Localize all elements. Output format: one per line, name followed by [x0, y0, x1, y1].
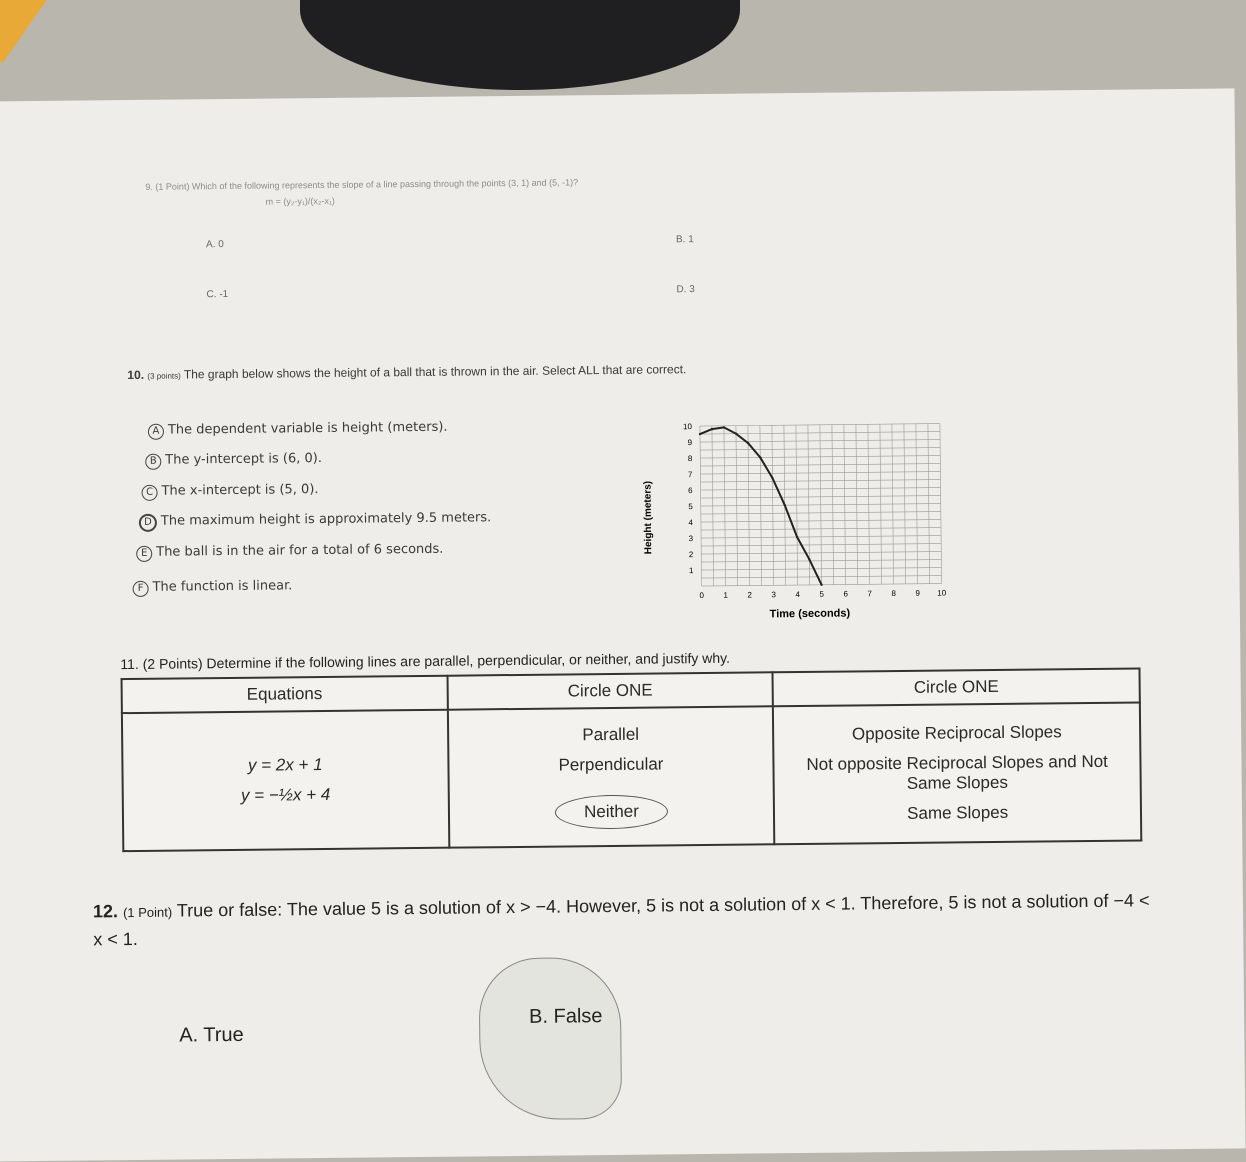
y-tick-label: 3	[688, 534, 694, 544]
header-circle-one-2: Circle ONE	[773, 668, 1140, 706]
q12-prompt	[93, 887, 1154, 953]
q10-choice-b[interactable]	[145, 451, 322, 470]
hand-overlay	[478, 957, 622, 1120]
q11-table	[121, 667, 1143, 852]
q9-option-b[interactable]: B. 1	[675, 234, 694, 246]
option-parallel[interactable]: Parallel	[582, 724, 640, 745]
equation-2: y = −½x + 4	[240, 784, 331, 805]
x-tick-label: 10	[937, 588, 947, 598]
y-axis-label: Height (meters)	[642, 480, 655, 555]
x-tick-label: 3	[771, 590, 776, 600]
choice-d-text: The maximum height is approximately 9.5 meters.	[160, 510, 492, 529]
q12-option-false[interactable]: B. False	[528, 1005, 603, 1028]
y-tick-label: 4	[688, 518, 693, 528]
option-opposite-reciprocal[interactable]: Opposite Reciprocal Slopes	[851, 722, 1062, 744]
q9-option-c[interactable]: C. -1	[206, 288, 229, 301]
desk-shadow	[300, 0, 740, 90]
q12-points: (1 Point)	[122, 904, 173, 921]
q9-text: 9. (1 Point) Which of the following represents the slope of a line passing through the points (3, 1) and (5, -1)?	[145, 177, 579, 192]
q10-choice-c[interactable]	[141, 482, 318, 501]
choice-a-marker: A	[148, 424, 164, 440]
choice-c-text: The x-intercept is (5, 0).	[161, 482, 319, 499]
equations-cell	[122, 710, 449, 851]
x-tick-label: 2	[747, 590, 752, 600]
header-equations: Equations	[122, 676, 448, 713]
chart-grid	[700, 424, 942, 587]
x-tick-label: 4	[795, 590, 800, 600]
table-body-row	[122, 702, 1141, 851]
choice-f-marker: F	[133, 581, 149, 597]
y-tick-label: 5	[688, 502, 693, 512]
choice-c-marker: C	[142, 485, 158, 501]
justification-cell	[773, 702, 1141, 844]
choice-e-text: The ball is in the air for a total of 6 seconds.	[156, 541, 444, 560]
equation-1: y = 2x + 1	[247, 755, 323, 775]
q10-number: 10.	[127, 367, 145, 383]
option-same-slopes[interactable]: Same Slopes	[906, 802, 1009, 823]
x-tick-label: 9	[915, 588, 920, 598]
pencil	[0, 0, 72, 63]
q10-prompt	[127, 362, 686, 382]
x-tick-label: 8	[891, 589, 896, 599]
x-tick-labels	[699, 588, 946, 600]
option-perpendicular[interactable]: Perpendicular	[558, 754, 664, 775]
y-tick-labels	[683, 422, 694, 575]
x-tick-label: 0	[699, 591, 704, 601]
y-tick-label: 9	[687, 438, 693, 448]
q10-choice-f[interactable]	[133, 578, 293, 597]
choice-f-text: The function is linear.	[152, 578, 293, 595]
x-axis-label: Time (seconds)	[769, 607, 851, 621]
q9-formula: m = (y₂-y₁)/(x₂-x₁)	[265, 195, 335, 207]
choice-a-text: The dependent variable is height (meters).	[167, 419, 448, 438]
y-tick-label: 6	[688, 486, 693, 496]
y-tick-label: 2	[688, 550, 694, 560]
q12-number: 12.	[92, 901, 119, 922]
x-tick-label: 1	[723, 590, 728, 600]
y-tick-label: 1	[688, 566, 694, 576]
q10-choice-a[interactable]	[148, 420, 448, 440]
choice-d-marker: D	[139, 514, 157, 532]
height-time-chart	[642, 409, 970, 622]
q9-option-d[interactable]: D. 3	[676, 284, 695, 296]
y-tick-label: 8	[687, 454, 693, 464]
option-neither[interactable]: Neither	[555, 794, 668, 829]
q10-points: (3 points)	[147, 371, 181, 381]
q10-text: The graph below shows the height of a ball that is thrown in the air. Select ALL that are correct.	[183, 362, 687, 382]
option-not-opposite-reciprocal[interactable]: Not opposite Reciprocal Slopes and Not Same Slopes	[806, 751, 1108, 793]
worksheet-page	[0, 88, 1246, 1161]
choice-b-marker: B	[145, 454, 161, 470]
q12-option-true[interactable]: A. True	[179, 1023, 244, 1047]
q10-choice-d[interactable]	[139, 510, 492, 532]
y-tick-label: 10	[682, 422, 692, 432]
choice-b-text: The y-intercept is (6, 0).	[165, 451, 323, 468]
q9-option-a[interactable]: A. 0	[205, 239, 224, 251]
relationship-cell	[448, 706, 775, 847]
x-tick-label: 5	[819, 589, 824, 599]
x-tick-label: 6	[843, 589, 848, 599]
x-tick-label: 7	[867, 589, 872, 599]
q12-text: True or false: The value 5 is a solution of x > −4. However, 5 is not a solution of x < 1. Therefore, 5 is not a solution of −4 < x < 1.	[93, 890, 1150, 950]
y-tick-label: 7	[687, 470, 693, 480]
choice-e-marker: E	[136, 546, 152, 562]
header-circle-one-1: Circle ONE	[447, 672, 773, 709]
q10-choice-e[interactable]	[136, 542, 443, 562]
q11-title: 11. (2 Points) Determine if the following lines are parallel, perpendicular, or neither, and justify why.	[120, 649, 731, 673]
